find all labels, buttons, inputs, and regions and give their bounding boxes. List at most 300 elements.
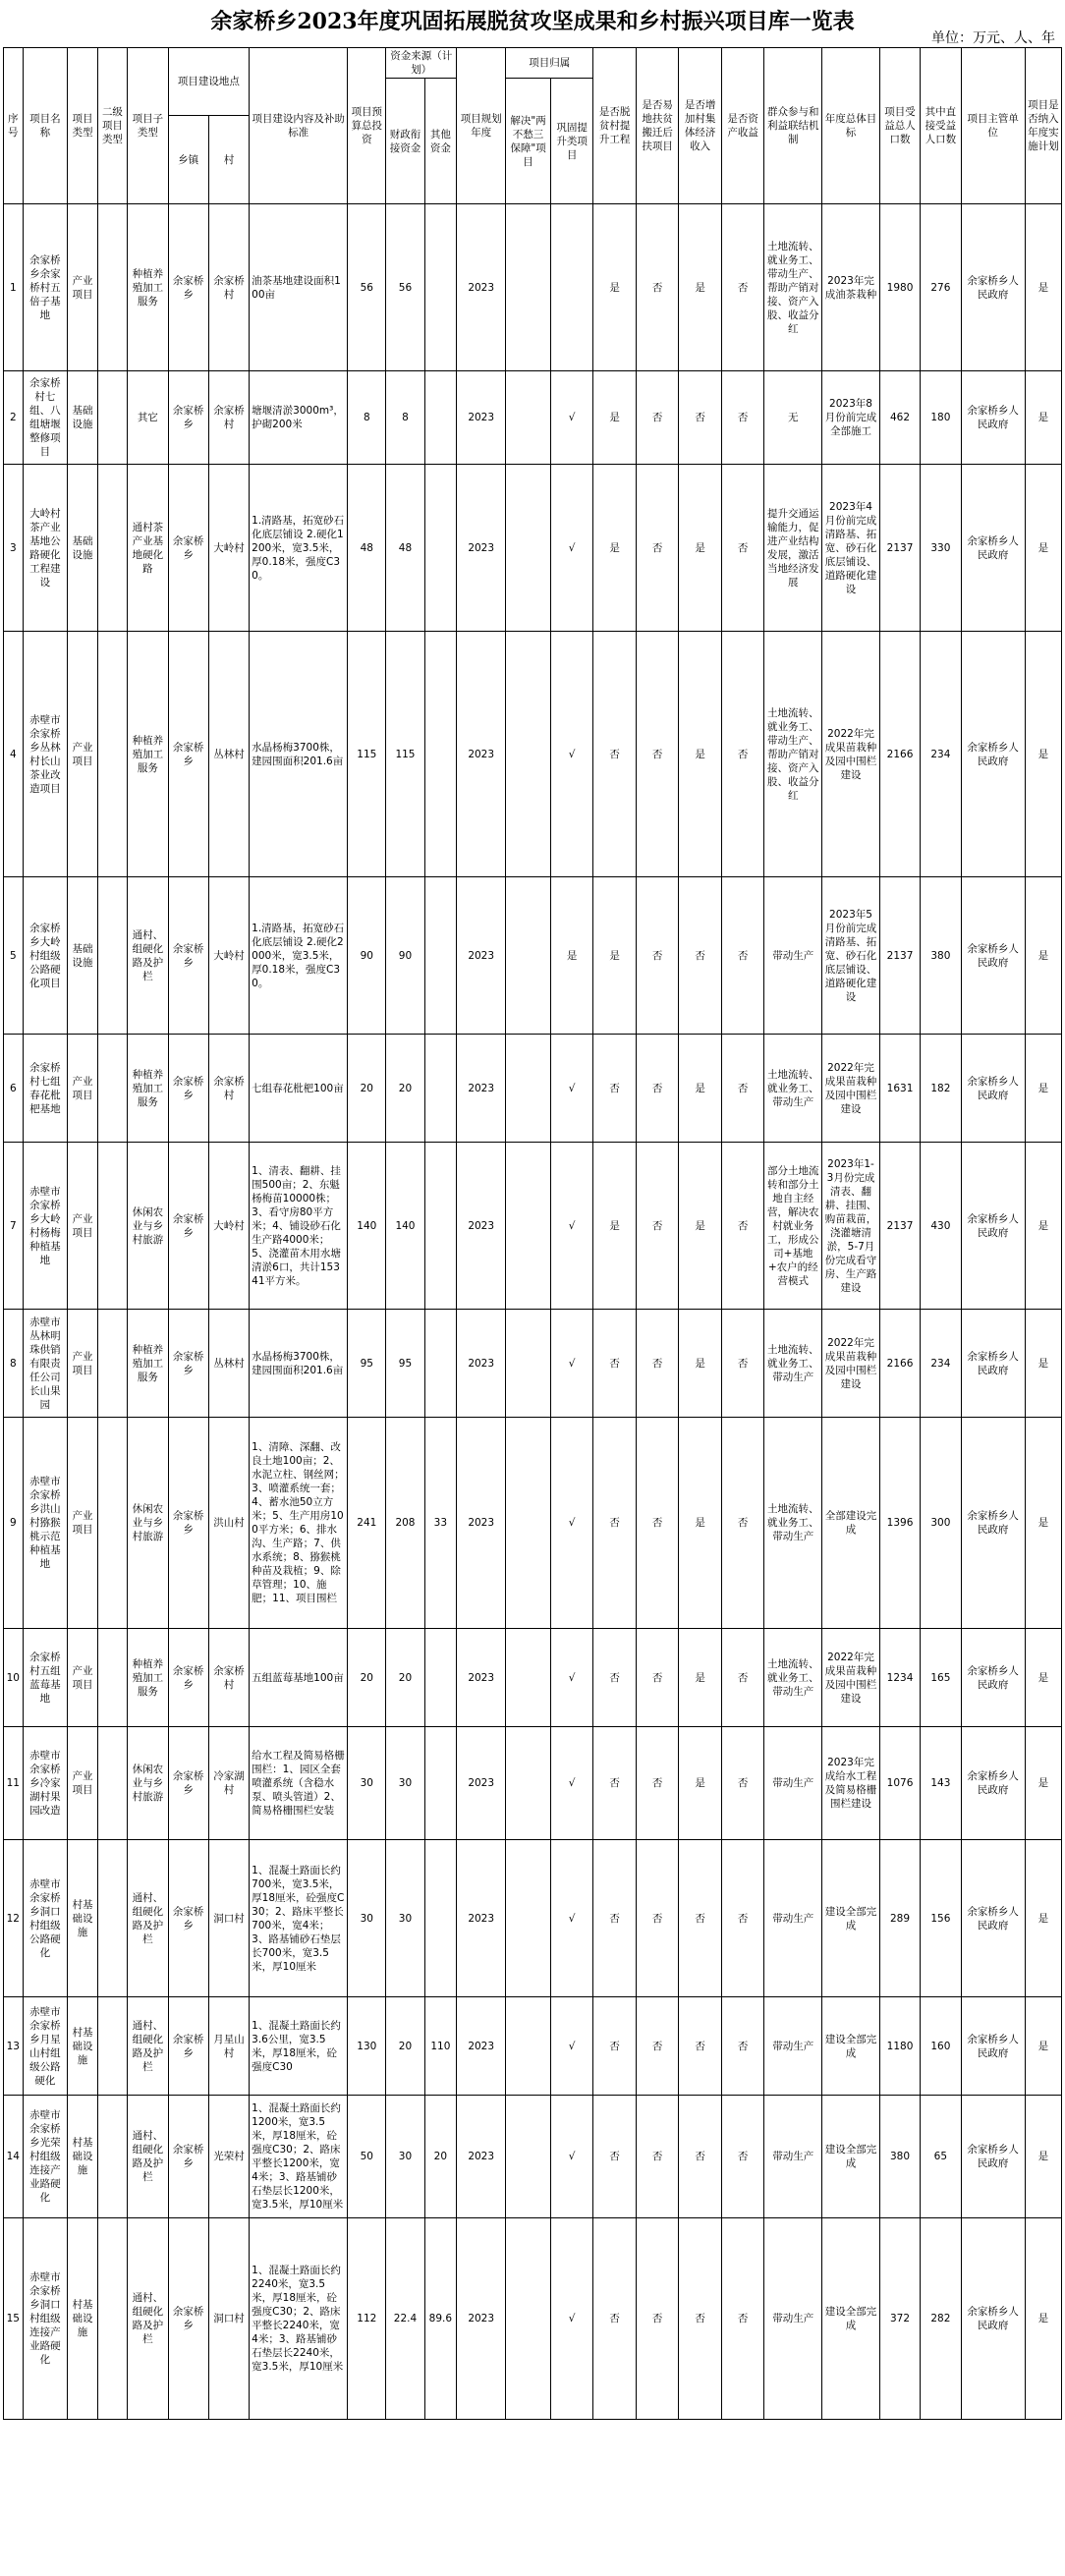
cell-b: √ <box>550 465 593 632</box>
cell-fiscal: 20 <box>386 1035 424 1143</box>
cell-direct: 380 <box>921 877 961 1035</box>
cell-subtype: 种植养殖加工服务 <box>128 1310 168 1418</box>
cell-township: 余家桥乡 <box>168 877 208 1035</box>
cell-goal: 全部建设完成 <box>822 1418 880 1629</box>
cell-a <box>506 632 551 877</box>
cell-c: 是 <box>593 371 637 465</box>
cell-mechanism: 土地流转、就业务工、带动生产 <box>764 1418 822 1629</box>
header-belong: 项目归属 <box>506 48 593 79</box>
cell-content: 1、清障、深翻、改良土地100亩；2、水泥立柱、钢丝网；3、喷灌系统一套；4、蓄水池50立方米；5、生产用房100平方米；6、排水沟、生产路；7、供水系统；8、猕猴桃种苗及栽植；9、除草管理；10、施肥；11、项目围栏 <box>250 1418 348 1629</box>
table-row <box>4 1310 1062 1418</box>
cell-name: 余家桥村五组蓝莓基地 <box>23 1629 68 1727</box>
cell-owner: 余家桥乡人民政府 <box>961 2218 1025 2420</box>
cell-fiscal: 48 <box>386 465 424 632</box>
cell-benefit: 1234 <box>879 1629 920 1727</box>
cell-content: 七组春花枇杷100亩 <box>250 1035 348 1143</box>
cell-seq: 15 <box>4 2218 24 2420</box>
cell-d: 否 <box>636 1143 679 1310</box>
cell-village: 洪山村 <box>208 1418 249 1629</box>
cell-seq: 6 <box>4 1035 24 1143</box>
cell-content: 1、清表、翻耕、挂围500亩；2、东魁杨梅苗10000株；3、看守房80平方米；4、铺设砂石化生产路4000米；5、浇灌苗木用水塘清淤6口，共计15341平方米。 <box>250 1143 348 1310</box>
cell-direct: 65 <box>921 2096 961 2218</box>
table-row <box>4 877 1062 1035</box>
cell-goal: 建设全部完成 <box>822 2218 880 2420</box>
cell-direct: 160 <box>921 1997 961 2096</box>
cell-owner: 余家桥乡人民政府 <box>961 1997 1025 2096</box>
cell-township: 余家桥乡 <box>168 465 208 632</box>
cell-f: 否 <box>721 1143 764 1310</box>
cell-c: 是 <box>593 465 637 632</box>
cell-other <box>424 1727 457 1840</box>
cell-village: 大岭村 <box>208 877 249 1035</box>
cell-other <box>424 1143 457 1310</box>
cell-mechanism: 土地流转、就业务工、带动生产 <box>764 1035 822 1143</box>
cell-subtype: 种植养殖加工服务 <box>128 204 168 371</box>
cell-year: 2023 <box>457 877 506 1035</box>
cell-content: 水晶杨梅3700株，建园围面积201.6亩 <box>250 1310 348 1418</box>
cell-e: 是 <box>679 1418 722 1629</box>
cell-subtype: 通村、组硬化路及护栏 <box>128 877 168 1035</box>
cell-c: 否 <box>593 1629 637 1727</box>
cell-goal: 建设全部完成 <box>822 1840 880 1997</box>
cell-year: 2023 <box>457 465 506 632</box>
cell-year: 2023 <box>457 371 506 465</box>
cell-budget: 115 <box>348 632 386 877</box>
cell-type2 <box>97 1840 127 1997</box>
cell-e: 是 <box>679 632 722 877</box>
cell-village: 余家桥村 <box>208 1035 249 1143</box>
cell-d: 否 <box>636 2218 679 2420</box>
cell-village: 大岭村 <box>208 1143 249 1310</box>
cell-goal: 2022年完成果苗栽种及园中围栏建设 <box>822 632 880 877</box>
cell-a <box>506 1840 551 1997</box>
cell-subtype: 通村茶产业基地硬化路 <box>128 465 168 632</box>
cell-village: 洞口村 <box>208 1840 249 1997</box>
cell-budget: 130 <box>348 1997 386 2096</box>
cell-mechanism: 土地流转、就业务工、带动生产、帮助产销对接、资产入股、收益分红 <box>764 204 822 371</box>
cell-benefit: 2166 <box>879 632 920 877</box>
table-row <box>4 1035 1062 1143</box>
table-row <box>4 2096 1062 2218</box>
cell-content: 1.清路基，拓宽砂石化底层铺设 2.硬化1200米，宽3.5米，厚0.18米，强度C30。 <box>250 465 348 632</box>
cell-a <box>506 1418 551 1629</box>
cell-year: 2023 <box>457 1143 506 1310</box>
cell-c: 否 <box>593 2096 637 2218</box>
cell-a <box>506 1629 551 1727</box>
cell-a <box>506 1997 551 2096</box>
cell-fiscal: 30 <box>386 1840 424 1997</box>
cell-plan: 是 <box>1025 465 1061 632</box>
cell-plan: 是 <box>1025 2218 1061 2420</box>
cell-type2 <box>97 877 127 1035</box>
cell-budget: 241 <box>348 1418 386 1629</box>
cell-c: 是 <box>593 204 637 371</box>
cell-e: 否 <box>679 371 722 465</box>
cell-seq: 12 <box>4 1840 24 1997</box>
cell-plan: 是 <box>1025 1629 1061 1727</box>
project-table <box>3 47 1062 2420</box>
cell-content: 1、混凝土路面长约2240米，宽3.5米，厚18厘米，砼强度C30；2、路床平整长2240米，宽4米；3、路基铺砂石垫层长2240米，宽3.5米，厚10厘米 <box>250 2218 348 2420</box>
cell-township: 余家桥乡 <box>168 1997 208 2096</box>
cell-direct: 430 <box>921 1143 961 1310</box>
cell-subtype: 通村、组硬化路及护栏 <box>128 2096 168 2218</box>
cell-type2 <box>97 2096 127 2218</box>
cell-mechanism: 无 <box>764 371 822 465</box>
cell-benefit: 2137 <box>879 465 920 632</box>
header-direct: 其中直接受益人口数 <box>921 48 961 204</box>
table-row <box>4 1727 1062 1840</box>
cell-e: 否 <box>679 1840 722 1997</box>
cell-benefit: 1631 <box>879 1035 920 1143</box>
cell-seq: 14 <box>4 2096 24 2218</box>
cell-name: 余家桥乡余家桥村五倍子基地 <box>23 204 68 371</box>
cell-subtype: 休闲农业与乡村旅游 <box>128 1727 168 1840</box>
cell-type1: 村基础设施 <box>68 1840 97 1997</box>
cell-village: 余家桥村 <box>208 1629 249 1727</box>
cell-benefit: 462 <box>879 371 920 465</box>
cell-e: 是 <box>679 1727 722 1840</box>
cell-township: 余家桥乡 <box>168 1035 208 1143</box>
cell-seq: 8 <box>4 1310 24 1418</box>
cell-name: 赤壁市丛林明珠供销有限责任公司长山果园 <box>23 1310 68 1418</box>
cell-township: 余家桥乡 <box>168 1727 208 1840</box>
cell-goal: 2023年4月份前完成清路基、拓宽、砂石化底层铺设、道路硬化建设 <box>822 465 880 632</box>
cell-type2 <box>97 1997 127 2096</box>
cell-type2 <box>97 1310 127 1418</box>
cell-village: 余家桥村 <box>208 204 249 371</box>
page-title: 余家桥乡2023年度巩固拓展脱贫攻坚成果和乡村振兴项目库一览表 <box>210 9 855 34</box>
cell-d: 否 <box>636 465 679 632</box>
cell-goal: 2023年1-3月份完成清表、翻耕、挂围、购苗栽苗，浇灌塘清淤，5-7月份完成看守房、生产路建设 <box>822 1143 880 1310</box>
header-belong-b: 巩固提升类项目 <box>550 79 593 204</box>
cell-benefit: 1980 <box>879 204 920 371</box>
cell-name: 大岭村茶产业基地公路硬化工程建设 <box>23 465 68 632</box>
cell-seq: 13 <box>4 1997 24 2096</box>
cell-f: 否 <box>721 1840 764 1997</box>
cell-budget: 8 <box>348 371 386 465</box>
cell-township: 余家桥乡 <box>168 1418 208 1629</box>
cell-b: √ <box>550 1143 593 1310</box>
header-seq: 序号 <box>4 48 24 204</box>
cell-b: 是 <box>550 877 593 1035</box>
cell-content: 油茶基地建设面积100亩 <box>250 204 348 371</box>
cell-village: 洞口村 <box>208 2218 249 2420</box>
cell-year: 2023 <box>457 632 506 877</box>
cell-d: 否 <box>636 1310 679 1418</box>
cell-goal: 2023年完成油茶栽种 <box>822 204 880 371</box>
cell-name: 赤壁市余家桥乡洞口村组级公路硬化 <box>23 1840 68 1997</box>
cell-goal: 建设全部完成 <box>822 2096 880 2218</box>
cell-c: 否 <box>593 1727 637 1840</box>
cell-b: √ <box>550 2218 593 2420</box>
cell-other <box>424 632 457 877</box>
header-benefit: 项目受益总人口数 <box>879 48 920 204</box>
cell-type1: 产业项目 <box>68 204 97 371</box>
cell-c: 是 <box>593 1143 637 1310</box>
cell-mechanism: 带动生产 <box>764 2096 822 2218</box>
cell-goal: 2022年完成果苗栽种及园中围栏建设 <box>822 1310 880 1418</box>
cell-c: 否 <box>593 2218 637 2420</box>
cell-name: 赤壁市余家桥乡洪山村猕猴桃示范种植基地 <box>23 1418 68 1629</box>
cell-c: 否 <box>593 1035 637 1143</box>
cell-fiscal: 95 <box>386 1310 424 1418</box>
cell-c: 否 <box>593 1997 637 2096</box>
cell-b: √ <box>550 371 593 465</box>
cell-seq: 5 <box>4 877 24 1035</box>
cell-type1: 基础设施 <box>68 877 97 1035</box>
cell-type2 <box>97 1035 127 1143</box>
cell-d: 否 <box>636 204 679 371</box>
cell-e: 是 <box>679 1143 722 1310</box>
cell-benefit: 1180 <box>879 1997 920 2096</box>
cell-year: 2023 <box>457 204 506 371</box>
cell-plan: 是 <box>1025 1727 1061 1840</box>
cell-direct: 156 <box>921 1840 961 1997</box>
cell-e: 否 <box>679 2218 722 2420</box>
cell-a <box>506 2218 551 2420</box>
table-row <box>4 1840 1062 1997</box>
cell-plan: 是 <box>1025 1840 1061 1997</box>
cell-type1: 产业项目 <box>68 1035 97 1143</box>
cell-b: √ <box>550 1035 593 1143</box>
cell-mechanism: 带动生产 <box>764 1727 822 1840</box>
cell-fiscal: 8 <box>386 371 424 465</box>
cell-township: 余家桥乡 <box>168 2218 208 2420</box>
cell-b <box>550 204 593 371</box>
cell-year: 2023 <box>457 1840 506 1997</box>
cell-b: √ <box>550 2096 593 2218</box>
cell-budget: 50 <box>348 2096 386 2218</box>
cell-goal: 2023年8月份前完成全部施工 <box>822 371 880 465</box>
cell-subtype: 通村、组硬化路及护栏 <box>128 2218 168 2420</box>
cell-benefit: 2137 <box>879 877 920 1035</box>
header-relocation: 是否易地扶贫搬迁后扶项目 <box>636 48 679 204</box>
cell-a <box>506 1310 551 1418</box>
cell-f: 否 <box>721 204 764 371</box>
cell-goal: 2022年完成果苗栽种及园中围栏建设 <box>822 1629 880 1727</box>
cell-village: 大岭村 <box>208 465 249 632</box>
cell-seq: 4 <box>4 632 24 877</box>
cell-budget: 95 <box>348 1310 386 1418</box>
cell-fiscal: 140 <box>386 1143 424 1310</box>
cell-e: 否 <box>679 877 722 1035</box>
cell-plan: 是 <box>1025 632 1061 877</box>
cell-c: 否 <box>593 1310 637 1418</box>
cell-plan: 是 <box>1025 1035 1061 1143</box>
cell-fiscal: 208 <box>386 1418 424 1629</box>
cell-a <box>506 1727 551 1840</box>
cell-plan: 是 <box>1025 204 1061 371</box>
cell-b: √ <box>550 1629 593 1727</box>
table-row <box>4 1629 1062 1727</box>
cell-fiscal: 56 <box>386 204 424 371</box>
table-row <box>4 371 1062 465</box>
cell-name: 赤壁市余家桥乡月星山村组级公路硬化 <box>23 1997 68 2096</box>
cell-other <box>424 465 457 632</box>
cell-owner: 余家桥乡人民政府 <box>961 371 1025 465</box>
cell-year: 2023 <box>457 1035 506 1143</box>
cell-d: 否 <box>636 1840 679 1997</box>
header-subtype: 项目子类型 <box>128 48 168 204</box>
cell-a <box>506 1035 551 1143</box>
cell-fiscal: 90 <box>386 877 424 1035</box>
cell-plan: 是 <box>1025 371 1061 465</box>
cell-direct: 330 <box>921 465 961 632</box>
cell-seq: 10 <box>4 1629 24 1727</box>
cell-mechanism: 土地流转、就业务工、带动生产 <box>764 1310 822 1418</box>
cell-other: 110 <box>424 1997 457 2096</box>
cell-budget: 30 <box>348 1840 386 1997</box>
cell-b: √ <box>550 1418 593 1629</box>
cell-other <box>424 1629 457 1727</box>
cell-township: 余家桥乡 <box>168 204 208 371</box>
header-asset: 是否资产收益 <box>721 48 764 204</box>
cell-subtype: 通村、组硬化路及护栏 <box>128 1997 168 2096</box>
cell-mechanism: 带动生产 <box>764 877 822 1035</box>
cell-type2 <box>97 2218 127 2420</box>
cell-name: 赤壁市余家桥乡冷家湖村果园改造 <box>23 1727 68 1840</box>
header-budget: 项目预算总投资 <box>348 48 386 204</box>
cell-d: 否 <box>636 1418 679 1629</box>
cell-f: 否 <box>721 371 764 465</box>
cell-e: 是 <box>679 1629 722 1727</box>
cell-benefit: 2166 <box>879 1310 920 1418</box>
cell-fiscal: 30 <box>386 1727 424 1840</box>
header-type2: 二级项目类型 <box>97 48 127 204</box>
cell-village: 余家桥村 <box>208 371 249 465</box>
cell-e: 否 <box>679 1997 722 2096</box>
table-row <box>4 465 1062 632</box>
header-name: 项目名称 <box>23 48 68 204</box>
cell-other <box>424 1310 457 1418</box>
header-belong-a: 解决"两不愁三保障"项目 <box>506 79 551 204</box>
cell-direct: 165 <box>921 1629 961 1727</box>
cell-seq: 2 <box>4 371 24 465</box>
cell-a <box>506 465 551 632</box>
cell-f: 否 <box>721 1997 764 2096</box>
cell-content: 1.清路基，拓宽砂石化底层铺设 2.硬化2000米，宽3.5米，厚0.18米，强度C30。 <box>250 877 348 1035</box>
header-location: 项目建设地点 <box>168 48 250 116</box>
cell-type2 <box>97 632 127 877</box>
cell-seq: 7 <box>4 1143 24 1310</box>
header-type1: 项目类型 <box>68 48 97 204</box>
cell-type1: 村基础设施 <box>68 1997 97 2096</box>
table-row <box>4 204 1062 371</box>
cell-a <box>506 1143 551 1310</box>
cell-type2 <box>97 371 127 465</box>
cell-type2 <box>97 204 127 371</box>
cell-owner: 余家桥乡人民政府 <box>961 1629 1025 1727</box>
cell-content: 塘堰清淤3000m³，护砌200米 <box>250 371 348 465</box>
cell-goal: 2023年5月份前完成清路基、拓宽、砂石化底层铺设、道路硬化建设 <box>822 877 880 1035</box>
table-header <box>4 48 1062 204</box>
cell-content: 五组蓝莓基地100亩 <box>250 1629 348 1727</box>
cell-d: 否 <box>636 1035 679 1143</box>
cell-d: 否 <box>636 1629 679 1727</box>
cell-content: 1、混凝土路面长约3.6公里，宽3.5米，厚18厘米，砼强度C30 <box>250 1997 348 2096</box>
header-other: 其他资金 <box>424 79 457 204</box>
cell-budget: 140 <box>348 1143 386 1310</box>
cell-budget: 90 <box>348 877 386 1035</box>
header-in-plan: 项目是否纳入年度实施计划 <box>1025 48 1061 204</box>
cell-name: 赤壁市余家桥乡光荣村组级连接产业路硬化 <box>23 2096 68 2218</box>
cell-mechanism: 带动生产 <box>764 2218 822 2420</box>
cell-d: 否 <box>636 632 679 877</box>
cell-type2 <box>97 1727 127 1840</box>
cell-benefit: 289 <box>879 1840 920 1997</box>
cell-township: 余家桥乡 <box>168 1840 208 1997</box>
cell-fiscal: 30 <box>386 2096 424 2218</box>
cell-owner: 余家桥乡人民政府 <box>961 2096 1025 2218</box>
cell-b: √ <box>550 1997 593 2096</box>
cell-content: 1、混凝土路面长约700米，宽3.5米，厚18厘米，砼强度C30；2、路床平整长700米，宽4米；3、路基铺砂石垫层长700米，宽3.5米，厚10厘米 <box>250 1840 348 1997</box>
cell-type1: 产业项目 <box>68 1727 97 1840</box>
cell-village: 丛林村 <box>208 1310 249 1418</box>
cell-content: 1、混凝土路面长约1200米，宽3.5米，厚18厘米，砼强度C30；2、路床平整长1200米，宽4米；3、路基铺砂石垫层长1200米，宽3.5米，厚10厘米 <box>250 2096 348 2218</box>
cell-f: 否 <box>721 2218 764 2420</box>
cell-e: 是 <box>679 465 722 632</box>
cell-direct: 234 <box>921 632 961 877</box>
cell-d: 否 <box>636 2096 679 2218</box>
cell-year: 2023 <box>457 2218 506 2420</box>
cell-name: 余家桥乡大岭村组级公路硬化项目 <box>23 877 68 1035</box>
cell-d: 否 <box>636 1727 679 1840</box>
cell-e: 是 <box>679 204 722 371</box>
cell-name: 余家桥村七组春花枇杷基地 <box>23 1035 68 1143</box>
cell-subtype: 种植养殖加工服务 <box>128 1629 168 1727</box>
cell-type1: 村基础设施 <box>68 2218 97 2420</box>
cell-f: 否 <box>721 1418 764 1629</box>
cell-seq: 3 <box>4 465 24 632</box>
cell-f: 否 <box>721 1629 764 1727</box>
header-plan-year: 项目规划年度 <box>457 48 506 204</box>
cell-f: 否 <box>721 877 764 1035</box>
cell-benefit: 372 <box>879 2218 920 2420</box>
header-income: 是否增加村集体经济收入 <box>679 48 722 204</box>
cell-d: 否 <box>636 371 679 465</box>
cell-plan: 是 <box>1025 1418 1061 1629</box>
cell-c: 否 <box>593 1418 637 1629</box>
cell-direct: 180 <box>921 371 961 465</box>
cell-owner: 余家桥乡人民政府 <box>961 1310 1025 1418</box>
cell-other: 89.6 <box>424 2218 457 2420</box>
cell-subtype: 其它 <box>128 371 168 465</box>
cell-village: 月星山村 <box>208 1997 249 2096</box>
header-owner: 项目主管单位 <box>961 48 1025 204</box>
header-village: 村 <box>208 116 249 204</box>
cell-plan: 是 <box>1025 877 1061 1035</box>
cell-f: 否 <box>721 632 764 877</box>
cell-year: 2023 <box>457 1418 506 1629</box>
cell-township: 余家桥乡 <box>168 632 208 877</box>
cell-type1: 产业项目 <box>68 632 97 877</box>
cell-type2 <box>97 465 127 632</box>
cell-f: 否 <box>721 1310 764 1418</box>
header-mechanism: 群众参与和利益联结机制 <box>764 48 822 204</box>
cell-seq: 1 <box>4 204 24 371</box>
cell-other: 33 <box>424 1418 457 1629</box>
table-row <box>4 1143 1062 1310</box>
cell-mechanism: 提升交通运输能力，促进产业结构发展，激活当地经济发展 <box>764 465 822 632</box>
cell-c: 否 <box>593 1840 637 1997</box>
cell-type1: 产业项目 <box>68 1143 97 1310</box>
cell-plan: 是 <box>1025 1310 1061 1418</box>
cell-e: 是 <box>679 1310 722 1418</box>
cell-mechanism: 土地流转、就业务工、带动生产、帮助产销对接、资产入股、收益分红 <box>764 632 822 877</box>
cell-subtype: 种植养殖加工服务 <box>128 1035 168 1143</box>
cell-mechanism: 土地流转、就业务工、带动生产 <box>764 1629 822 1727</box>
cell-subtype: 休闲农业与乡村旅游 <box>128 1143 168 1310</box>
